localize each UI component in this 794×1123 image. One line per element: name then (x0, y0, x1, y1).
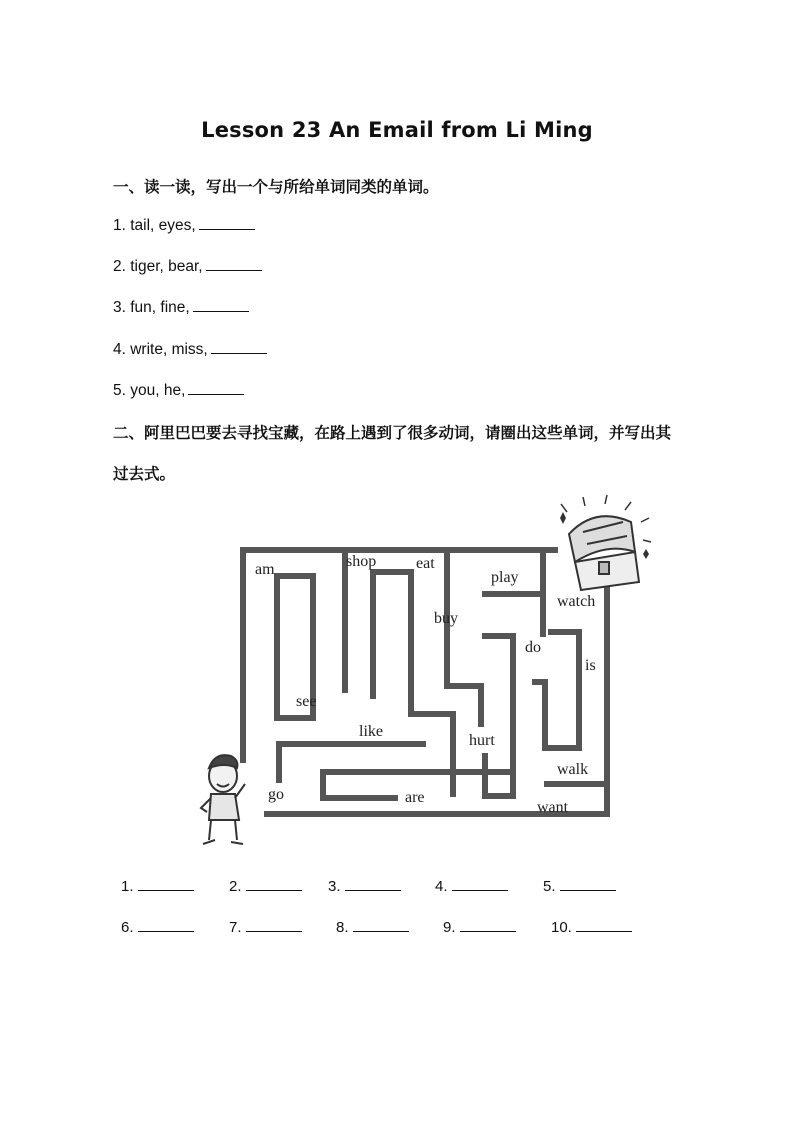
answer-blank[interactable] (211, 339, 267, 354)
answer-slot-4 (435, 876, 508, 895)
answer-blank[interactable] (452, 876, 508, 891)
maze-wall (535, 632, 579, 748)
page-title: Lesson 23 An Email from Li Ming (201, 118, 593, 142)
answer-blank[interactable] (188, 380, 244, 395)
item-text: 4. write, miss, (113, 341, 208, 358)
answer-blank[interactable] (460, 917, 516, 932)
answer-blank[interactable] (576, 917, 632, 932)
answer-slot-1 (121, 876, 194, 895)
item-text: 1. tail, eyes, (113, 217, 196, 234)
answer-blank[interactable] (345, 876, 401, 891)
answer-number: 2. (229, 878, 242, 895)
maze-word: are (405, 789, 425, 806)
answer-slot-3 (328, 876, 401, 895)
exercise-item-1 (113, 215, 255, 235)
answer-slot-5 (543, 876, 616, 895)
exercise-item-4 (113, 339, 267, 359)
answer-blank[interactable] (353, 917, 409, 932)
exercise-item-5 (113, 380, 244, 400)
maze-word: buy (434, 610, 458, 627)
exercise-item-3 (113, 297, 249, 317)
answer-blank[interactable] (193, 297, 249, 312)
answer-blank[interactable] (246, 917, 302, 932)
maze-word: hurt (469, 732, 495, 749)
answer-number: 7. (229, 919, 242, 936)
answer-number: 10. (551, 919, 572, 936)
maze-wall (447, 552, 481, 724)
maze-word: eat (416, 555, 435, 572)
treasure-chest-icon (560, 495, 651, 590)
boy-figure-icon (201, 755, 245, 844)
maze-word: watch (557, 593, 596, 610)
section-1-heading: 一、读一读，写出一个与所给单词同类的单词。 (113, 178, 439, 196)
maze-word: am (255, 561, 275, 578)
maze-word: play (491, 569, 519, 586)
section-2-heading-line-1: 二、阿里巴巴要去寻找宝藏，在路上遇到了很多动词，请圈出这些单词，并写出其 (113, 424, 672, 442)
item-text: 5. you, he, (113, 382, 186, 399)
maze-illustration (195, 492, 665, 852)
item-text: 3. fun, fine, (113, 299, 190, 316)
answer-number: 1. (121, 878, 134, 895)
section-2-heading-line-2: 过去式。 (113, 465, 176, 483)
maze-word: want (537, 799, 569, 816)
answer-slot-9 (443, 917, 516, 936)
answer-blank[interactable] (560, 876, 616, 891)
answer-slot-2 (229, 876, 302, 895)
answer-number: 3. (328, 878, 341, 895)
answer-number: 6. (121, 919, 134, 936)
maze-word: like (359, 723, 383, 740)
maze-word: is (585, 657, 596, 674)
answer-blank[interactable] (246, 876, 302, 891)
maze-word: walk (557, 761, 589, 778)
answer-slot-6 (121, 917, 194, 936)
answer-number: 4. (435, 878, 448, 895)
answer-blank[interactable] (206, 256, 262, 271)
answer-number: 8. (336, 919, 349, 936)
item-text: 2. tiger, bear, (113, 258, 203, 275)
answer-number: 5. (543, 878, 556, 895)
maze-word: do (525, 639, 541, 656)
answer-blank[interactable] (138, 876, 194, 891)
answer-slot-10 (551, 917, 632, 936)
answer-blank[interactable] (199, 215, 255, 230)
maze-wall (373, 572, 453, 794)
answer-slot-8 (336, 917, 409, 936)
answer-slot-7 (229, 917, 302, 936)
maze-word: see (296, 693, 317, 710)
answer-number: 9. (443, 919, 456, 936)
maze-word: go (268, 786, 284, 803)
answer-blank[interactable] (138, 917, 194, 932)
exercise-item-2 (113, 256, 262, 276)
maze-word: shop (346, 553, 377, 570)
